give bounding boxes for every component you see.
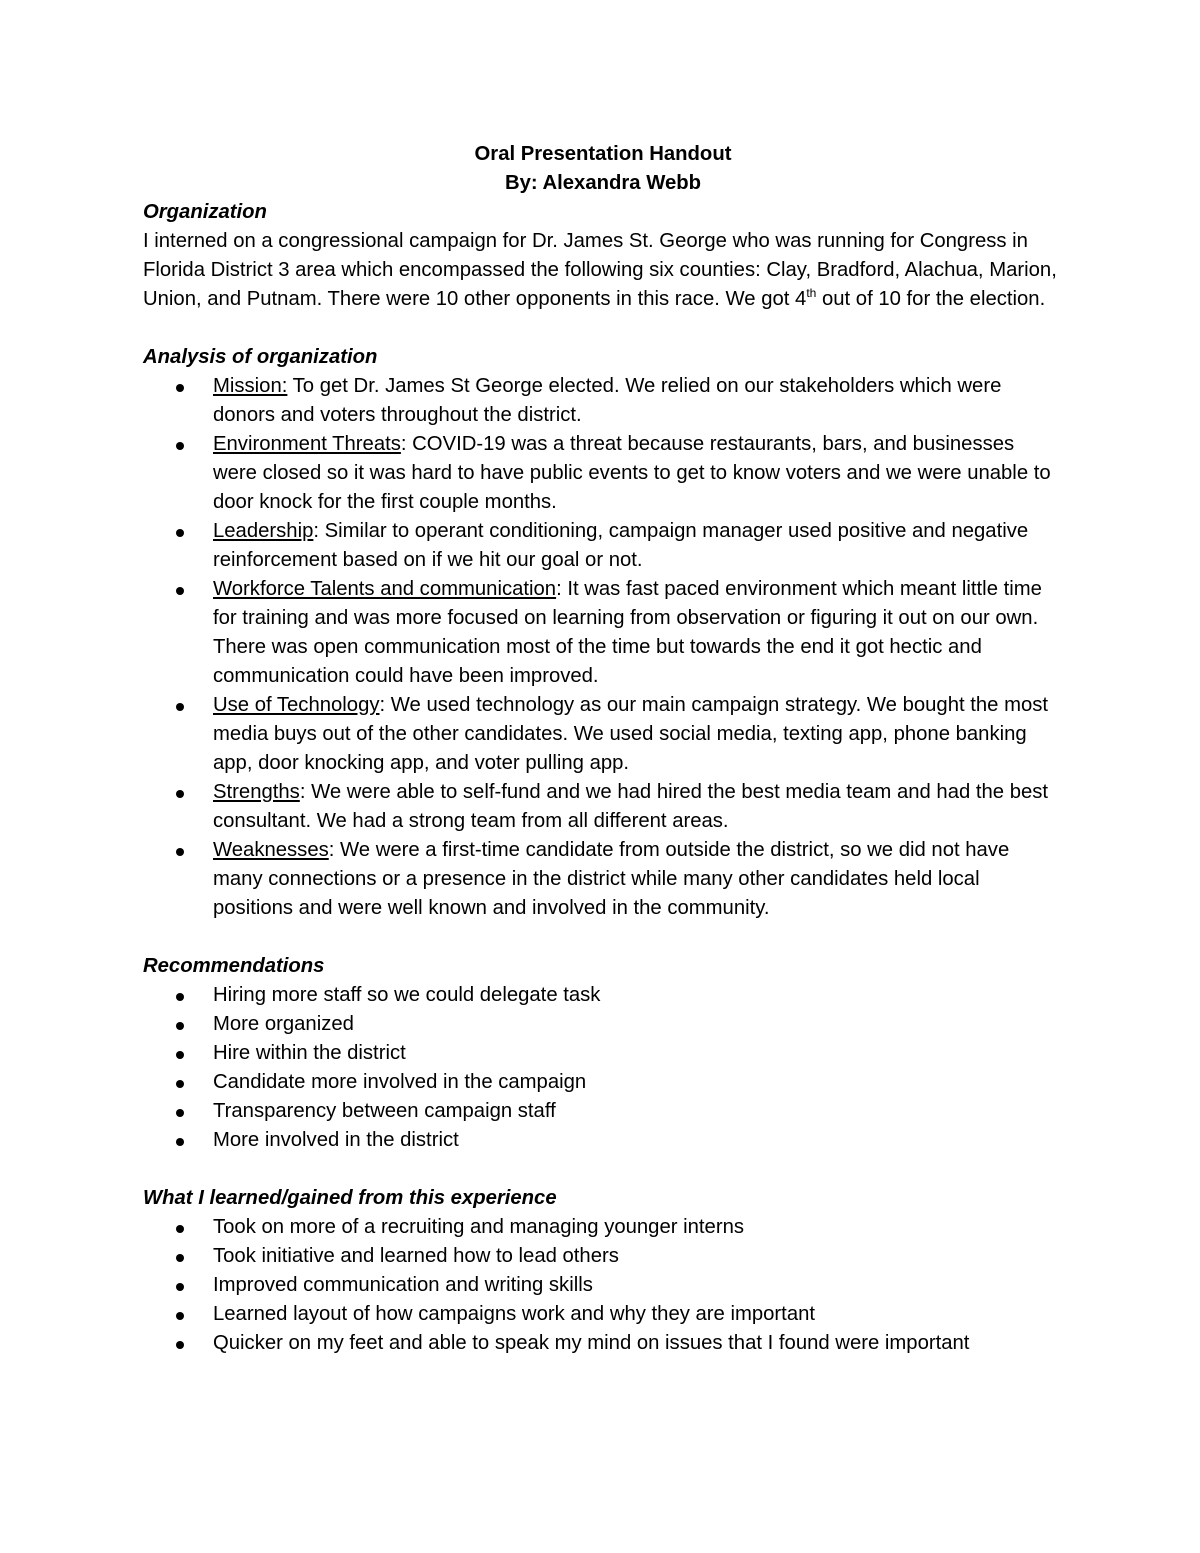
bullet-icon bbox=[176, 529, 184, 537]
analysis-text: : It was fast paced environment which meant little time for training and was more focused on learning from observation or figuring it out on our own. There was open communication most of the time but towards the end it got hectic and communication could have been improved. bbox=[213, 578, 1042, 687]
recommendation-text: More involved in the district bbox=[213, 1129, 459, 1151]
bullet-icon bbox=[176, 1341, 184, 1349]
analysis-text: : Similar to operant conditioning, campaign manager used positive and negative reinforcement based on if we hit our goal or not. bbox=[213, 520, 1029, 571]
list-item bbox=[143, 1271, 1063, 1300]
learned-text: Took on more of a recruiting and managing younger interns bbox=[213, 1216, 745, 1238]
analysis-item-environment-threats bbox=[143, 430, 1063, 517]
recommendation-text: Hiring more staff so we could delegate task bbox=[213, 984, 601, 1006]
bullet-icon bbox=[176, 703, 184, 711]
bullet-icon bbox=[176, 1109, 184, 1117]
recommendation-text: Candidate more involved in the campaign bbox=[213, 1071, 587, 1093]
learned-text: Took initiative and learned how to lead others bbox=[213, 1245, 619, 1267]
bullet-icon bbox=[176, 1254, 184, 1262]
bullet-icon bbox=[176, 384, 184, 392]
list-item bbox=[143, 1039, 1063, 1068]
bullet-icon bbox=[176, 790, 184, 798]
organization-paragraph bbox=[143, 227, 1063, 314]
bullet-icon bbox=[176, 587, 184, 595]
list-item bbox=[143, 1213, 1063, 1242]
analysis-text: To get Dr. James St George elected. We relied on our stakeholders which were donors and voters throughout the district. bbox=[213, 375, 1002, 426]
bullet-icon bbox=[176, 993, 184, 1001]
analysis-term: Mission: bbox=[213, 375, 288, 397]
analysis-term: Workforce Talents and communication bbox=[213, 578, 557, 600]
organization-text: I interned on a congressional campaign for Dr. James St. George who was running for Congress in Florida District 3 area which encompassed the following six counties: Clay, Bradford, Alachua, Marion, Union, and Putnam. There were 10 other opponents in this race. We got 4 bbox=[143, 230, 1057, 310]
analysis-item-leadership bbox=[143, 517, 1063, 575]
bullet-icon bbox=[176, 1138, 184, 1146]
organization-heading: Organization bbox=[143, 201, 267, 223]
list-item bbox=[143, 1329, 1063, 1358]
analysis-text: : We used technology as our main campaign strategy. We bought the most media buys out of the other candidates. We used social media, texting app, phone banking app, door knocking app, and voter pulling app. bbox=[213, 694, 1049, 774]
list-item bbox=[143, 1068, 1063, 1097]
bullet-icon bbox=[176, 1225, 184, 1233]
analysis-item-technology bbox=[143, 691, 1063, 778]
analysis-term: Weaknesses bbox=[213, 839, 329, 861]
learned-list bbox=[143, 1213, 1063, 1358]
ordinal-suffix: th bbox=[806, 286, 817, 301]
document-title: Oral Presentation Handout bbox=[474, 143, 732, 165]
bullet-icon bbox=[176, 1080, 184, 1088]
learned-text: Quicker on my feet and able to speak my mind on issues that I found were important bbox=[213, 1332, 970, 1354]
analysis-list bbox=[143, 372, 1063, 923]
list-item bbox=[143, 981, 1063, 1010]
recommendations-heading: Recommendations bbox=[143, 955, 325, 977]
learned-text: Learned layout of how campaigns work and why they are important bbox=[213, 1303, 816, 1325]
analysis-term: Use of Technology bbox=[213, 694, 380, 716]
document-author: By: Alexandra Webb bbox=[504, 172, 702, 194]
analysis-term: Leadership bbox=[213, 520, 314, 542]
analysis-item-weaknesses bbox=[143, 836, 1063, 923]
organization-text-end: out of 10 for the election. bbox=[816, 288, 1046, 310]
list-item bbox=[143, 1242, 1063, 1271]
spacer bbox=[143, 923, 1063, 952]
list-item bbox=[143, 1097, 1063, 1126]
learned-heading: What I learned/gained from this experience bbox=[143, 1187, 557, 1209]
bullet-icon bbox=[176, 1051, 184, 1059]
analysis-item-strengths bbox=[143, 778, 1063, 836]
bullet-icon bbox=[176, 1022, 184, 1030]
spacer bbox=[143, 1155, 1063, 1184]
analysis-text: : COVID-19 was a threat because restaurants, bars, and businesses were closed so it was hard to have public events to get to know voters and we were unable to door knock for the first couple months. bbox=[213, 433, 1051, 513]
spacer bbox=[143, 314, 1063, 343]
list-item bbox=[143, 1300, 1063, 1329]
learned-text: Improved communication and writing skills bbox=[213, 1274, 593, 1296]
analysis-text: : We were a first-time candidate from outside the district, so we did not have many connections or a presence in the district while many other candidates held local positions and were well known and involved in the community. bbox=[213, 839, 1010, 919]
bullet-icon bbox=[176, 442, 184, 450]
recommendation-text: Hire within the district bbox=[213, 1042, 406, 1064]
analysis-text: : We were able to self-fund and we had hired the best media team and had the best consultant. We had a strong team from all different areas. bbox=[213, 781, 1049, 832]
document-content bbox=[143, 140, 1063, 1358]
analysis-term: Strengths bbox=[213, 781, 300, 803]
bullet-icon bbox=[176, 848, 184, 856]
recommendations-list bbox=[143, 981, 1063, 1155]
list-item bbox=[143, 1126, 1063, 1155]
analysis-item-workforce bbox=[143, 575, 1063, 691]
recommendation-text: Transparency between campaign staff bbox=[213, 1100, 556, 1122]
bullet-icon bbox=[176, 1312, 184, 1320]
recommendation-text: More organized bbox=[213, 1013, 354, 1035]
bullet-icon bbox=[176, 1283, 184, 1291]
analysis-heading: Analysis of organization bbox=[143, 346, 378, 368]
analysis-term: Environment Threats bbox=[213, 433, 401, 455]
list-item bbox=[143, 1010, 1063, 1039]
analysis-item-mission bbox=[143, 372, 1063, 430]
